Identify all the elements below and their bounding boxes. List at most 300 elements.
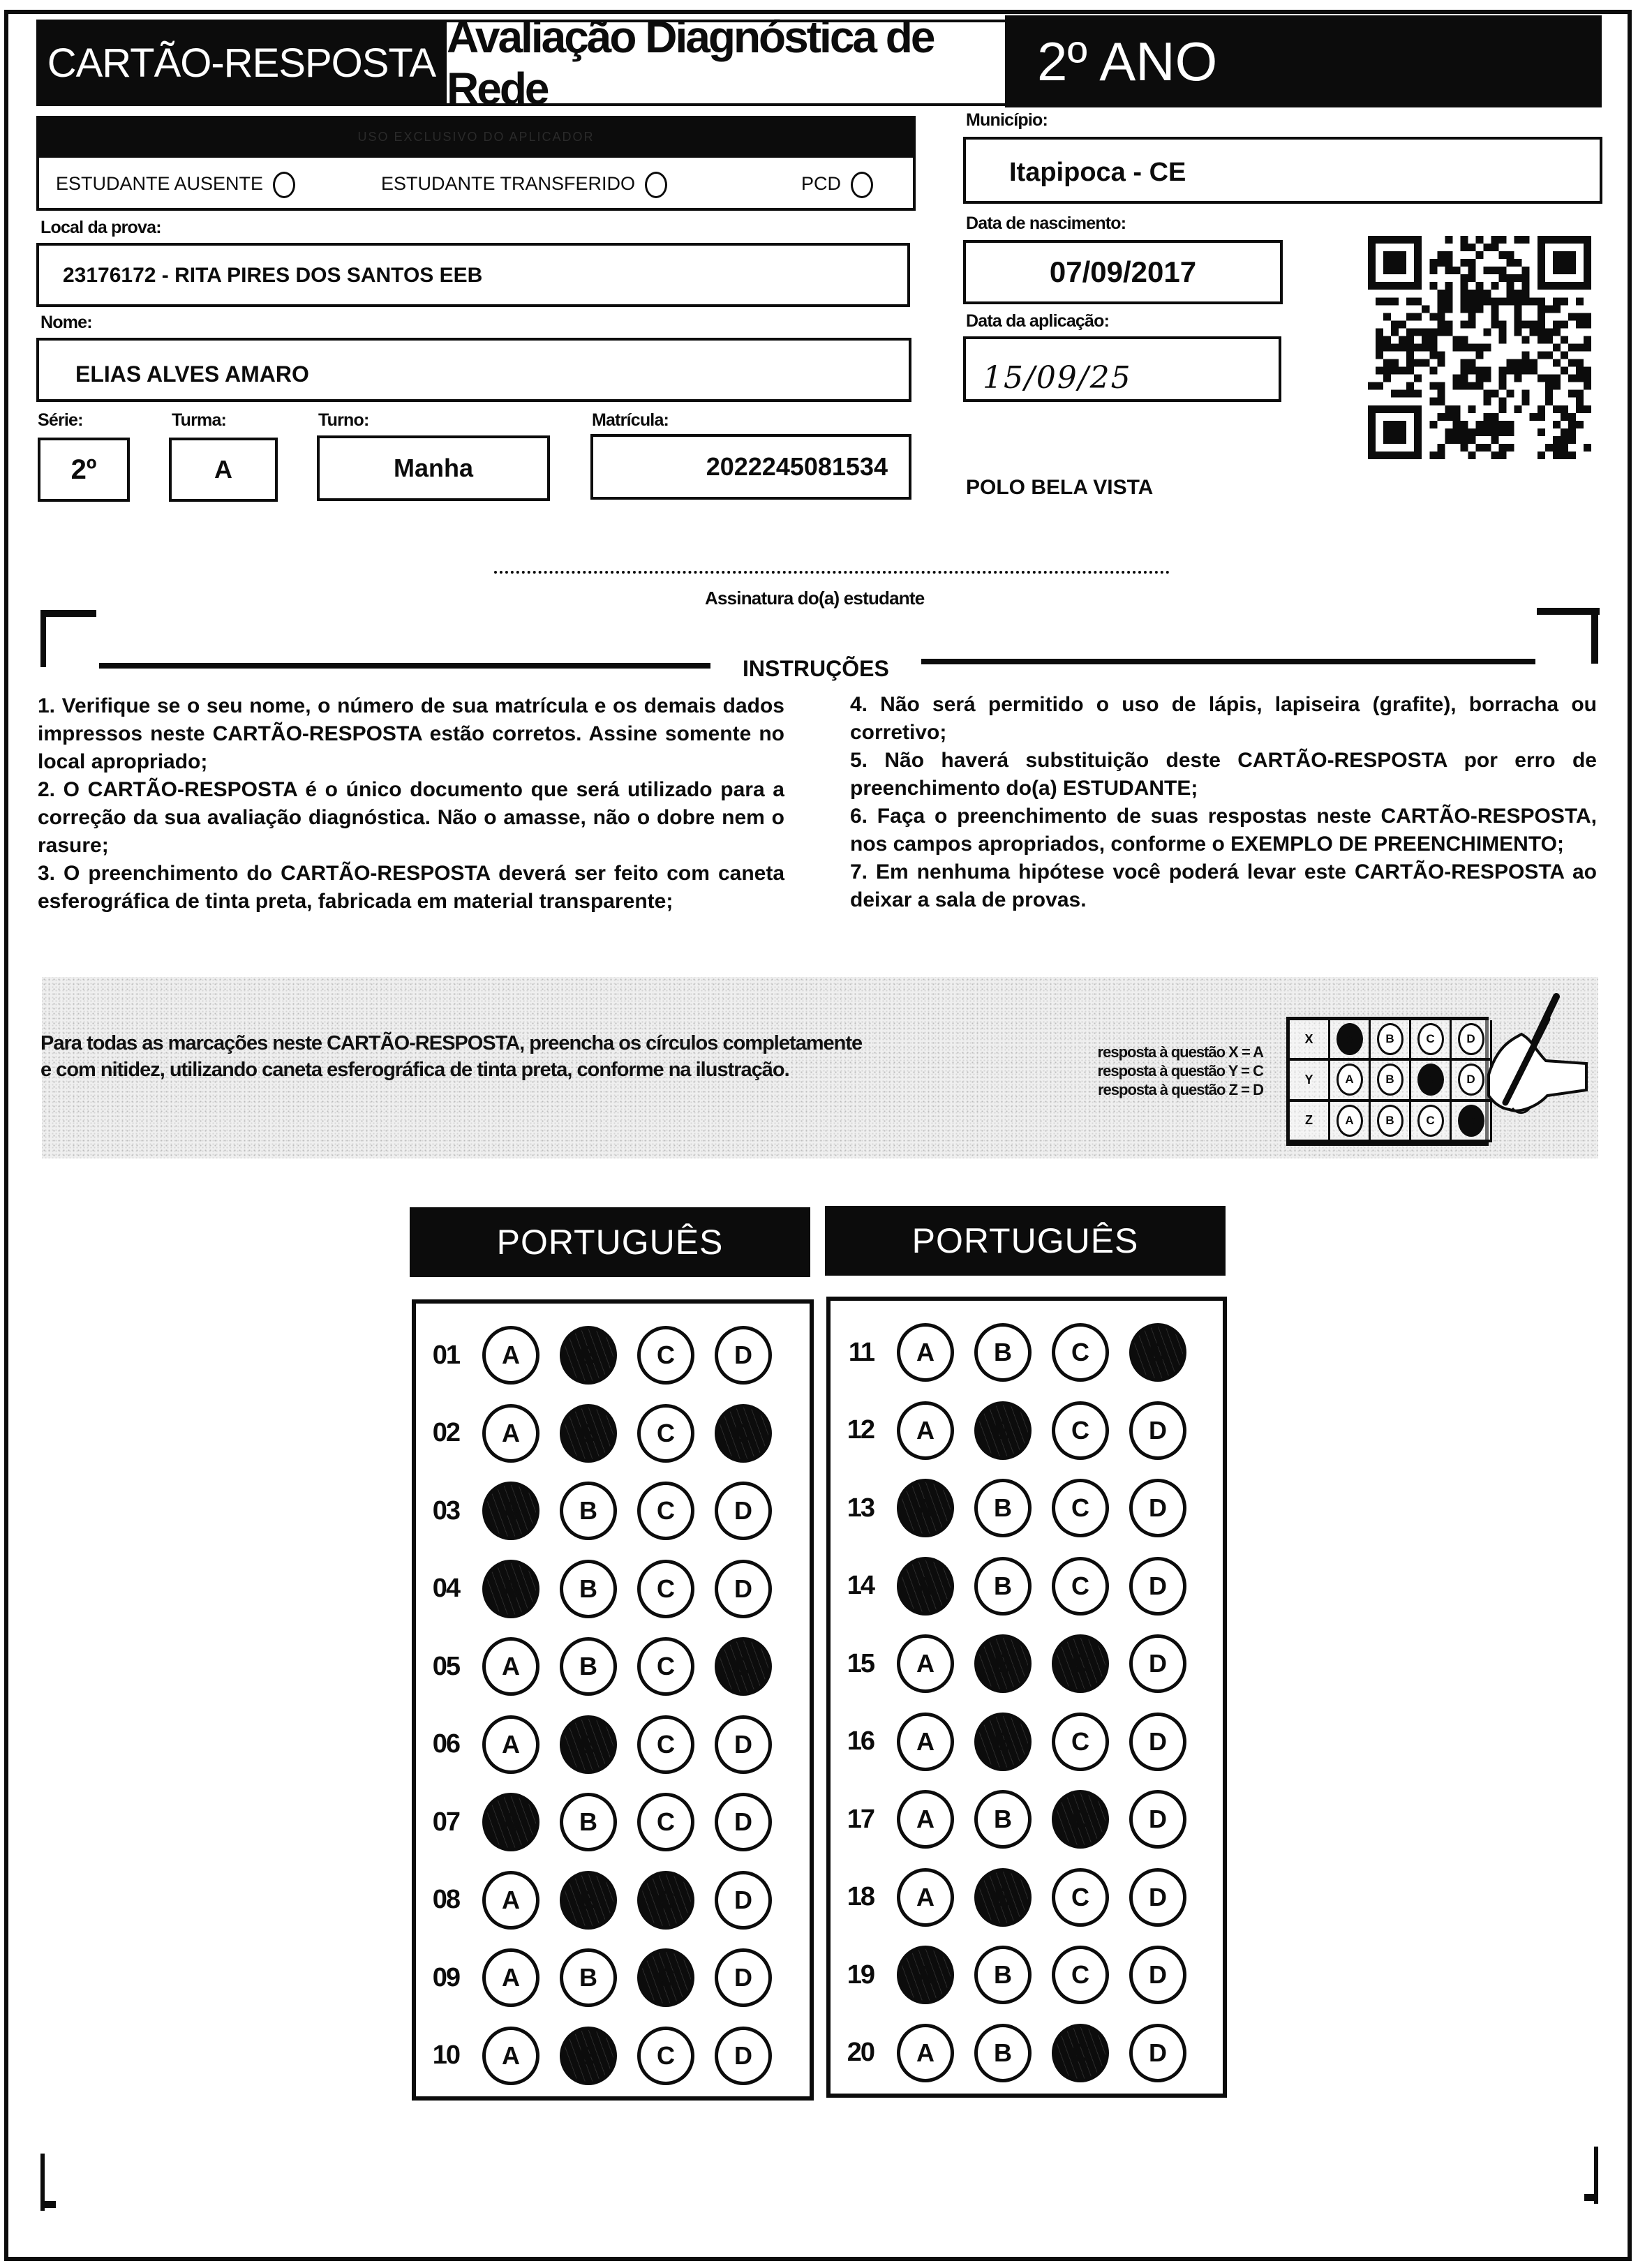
qr-module [1491, 413, 1499, 421]
answer-bubble-c[interactable]: C [637, 1482, 694, 1540]
qr-module [1484, 398, 1491, 405]
qr-module [1545, 390, 1553, 398]
qr-module [1584, 313, 1591, 320]
qr-module [1553, 328, 1561, 336]
qr-module [1514, 259, 1522, 267]
answer-bubble-a[interactable]: A [897, 1479, 954, 1537]
answer-bubble-c[interactable]: C [1052, 2024, 1109, 2082]
turno-value: Manha [393, 454, 473, 482]
answer-bubble-b[interactable]: B [560, 1871, 617, 1930]
qr-module [1475, 352, 1483, 359]
answer-bubble-b[interactable]: B [560, 2027, 617, 2085]
nome-label: Nome: [40, 313, 92, 332]
answer-bubble-b[interactable]: B [974, 1401, 1032, 1460]
qr-module [1553, 452, 1561, 459]
qr-module [1514, 359, 1522, 367]
qr-module [1507, 444, 1514, 452]
qr-module [1406, 313, 1414, 320]
example-bubble-b: B [1377, 1023, 1404, 1055]
answer-bubble-a[interactable]: A [482, 1560, 539, 1618]
qr-module [1484, 375, 1491, 382]
example-cell [1371, 1061, 1411, 1101]
question-row [831, 2024, 1186, 2082]
qr-module [1445, 305, 1452, 313]
qr-module [1399, 343, 1406, 351]
answer-bubble-d[interactable]: D [715, 1715, 772, 1774]
answer-bubble-d[interactable]: D [715, 1637, 772, 1696]
qr-module [1437, 390, 1445, 398]
qr-module [1452, 336, 1460, 343]
qr-module [1406, 390, 1414, 398]
serie-value: 2º [70, 454, 97, 485]
applicator-options [36, 156, 916, 211]
qr-module [1538, 305, 1545, 313]
qr-module [1538, 297, 1545, 305]
answer-bubble-d[interactable]: D [1129, 1323, 1186, 1382]
turma-label: Turma: [172, 410, 227, 430]
qr-module [1422, 328, 1429, 336]
qr-module [1460, 444, 1468, 452]
answer-bubble-a[interactable]: A [897, 1713, 954, 1771]
signature-line[interactable] [494, 571, 1170, 574]
qr-module [1499, 328, 1507, 336]
qr-module [1468, 367, 1475, 375]
answer-bubble-c[interactable]: C [1052, 1946, 1109, 2004]
question-number: 11 [848, 1337, 874, 1367]
answer-bubble-c[interactable]: C [1052, 1713, 1109, 1771]
qr-module [1514, 290, 1522, 297]
answer-bubble-d[interactable]: D [715, 1948, 772, 2007]
radio-ausente[interactable] [273, 172, 295, 198]
question-row [831, 1790, 1186, 1849]
qr-module [1545, 398, 1553, 405]
nascimento-field [963, 240, 1283, 304]
qr-module [1514, 367, 1522, 375]
qr-module [1491, 305, 1499, 313]
radio-pcd[interactable] [851, 172, 873, 198]
qr-module [1545, 336, 1553, 343]
question-number: 17 [847, 1804, 874, 1834]
qr-module [1514, 375, 1522, 382]
qr-module [1499, 267, 1507, 274]
qr-module [1376, 328, 1383, 336]
qr-module [1429, 352, 1437, 359]
answer-bubble-d[interactable]: D [715, 1482, 772, 1540]
qr-module [1437, 259, 1445, 267]
qr-module [1445, 267, 1452, 274]
answer-bubble-b[interactable]: B [560, 1404, 617, 1463]
question-row [416, 1793, 772, 1851]
answer-bubble-c[interactable]: C [1052, 1634, 1109, 1693]
qr-module [1391, 359, 1399, 367]
qr-module [1484, 390, 1491, 398]
answer-bubble-a[interactable]: A [897, 1323, 954, 1382]
qr-module [1499, 382, 1507, 390]
answer-bubble-c[interactable]: C [637, 1560, 694, 1618]
answer-bubble-c[interactable]: C [1052, 1479, 1109, 1537]
corner-mark-top-right [1537, 608, 1600, 615]
option-label: ESTUDANTE AUSENTE [56, 173, 264, 195]
qr-module [1584, 444, 1591, 452]
serie-label: Série: [38, 410, 83, 430]
instruction-item: 3. O preenchimento do CARTÃO-RESPOSTA deverá ser feito com caneta esferográfica de tinta preta, fabricada em material transparente; [38, 862, 784, 913]
answer-grid-1 [412, 1299, 814, 2101]
answer-bubble-c[interactable]: C [637, 1871, 694, 1930]
corner-mark-bottom-right [1584, 2194, 1598, 2201]
qr-module [1538, 320, 1545, 328]
answer-bubble-b[interactable]: B [560, 1637, 617, 1696]
qr-module [1437, 251, 1445, 259]
option-pcd[interactable] [801, 172, 873, 198]
answer-bubble-c[interactable]: C [1052, 1401, 1109, 1460]
example-bubble-a: A [1337, 1023, 1363, 1055]
question-row [416, 2027, 772, 2085]
qr-module [1538, 405, 1545, 413]
qr-module [1538, 328, 1545, 336]
qr-module [1468, 452, 1475, 459]
question-row [416, 1871, 772, 1930]
question-number: 13 [847, 1493, 874, 1523]
aplicacao-field [963, 336, 1281, 402]
qr-module [1391, 343, 1399, 351]
qr-module [1499, 444, 1507, 452]
qr-module [1376, 336, 1383, 343]
answer-bubble-c[interactable]: C [637, 1948, 694, 2007]
question-row [416, 1715, 772, 1774]
answer-bubble-a[interactable]: A [897, 1557, 954, 1616]
qr-module [1391, 297, 1399, 305]
answer-bubble-a[interactable]: A [482, 1715, 539, 1774]
qr-module [1576, 398, 1584, 405]
answer-bubble-d[interactable]: D [715, 2027, 772, 2085]
answer-bubble-c[interactable]: C [637, 1326, 694, 1385]
answer-bubble-d[interactable]: D [715, 1560, 772, 1618]
answer-bubble-d[interactable]: D [715, 1326, 772, 1385]
qr-module [1460, 359, 1468, 367]
qr-module [1538, 336, 1545, 343]
answer-bubble-c[interactable]: C [637, 1404, 694, 1463]
qr-module [1491, 236, 1499, 244]
qr-module [1522, 267, 1530, 274]
qr-module [1522, 359, 1530, 367]
option-label: PCD [801, 173, 842, 195]
fill-example-line: resposta à questão Z = D [1097, 1081, 1263, 1098]
matricula-field [590, 434, 911, 500]
qr-module [1491, 244, 1499, 251]
question-row [416, 1326, 772, 1385]
answer-bubble-a[interactable]: A [482, 1637, 539, 1696]
qr-module [1406, 367, 1414, 375]
answer-bubble-a[interactable]: A [897, 1946, 954, 2004]
qr-module [1584, 375, 1591, 382]
qr-module [1460, 336, 1468, 343]
qr-module [1576, 313, 1584, 320]
qr-module [1491, 282, 1499, 290]
answer-bubble-b[interactable]: B [974, 1790, 1032, 1849]
aplicacao-value[interactable]: 15/09/25 [983, 360, 1132, 396]
qr-module [1522, 282, 1530, 290]
qr-module [1522, 320, 1530, 328]
qr-module [1584, 343, 1591, 351]
qr-module [1452, 436, 1460, 444]
qr-module [1391, 367, 1399, 375]
option-estudante-transferido[interactable] [381, 172, 667, 198]
answer-bubble-d[interactable]: D [1129, 2024, 1186, 2082]
qr-module [1475, 444, 1483, 452]
qr-module [1522, 290, 1530, 297]
qr-module [1538, 313, 1545, 320]
qr-module [1507, 251, 1514, 259]
qr-module [1514, 328, 1522, 336]
qr-module [1414, 313, 1422, 320]
qr-module [1376, 297, 1383, 305]
subject-header-2: PORTUGUÊS [825, 1206, 1226, 1276]
qr-module [1522, 390, 1530, 398]
answer-bubble-b[interactable]: B [560, 1560, 617, 1618]
qr-module [1460, 290, 1468, 297]
answer-bubble-c[interactable]: C [1052, 1557, 1109, 1616]
instruction-item: 1. Verifique se o seu nome, o número de sua matrícula e os demais dados impressos neste CARTÃO-RESPOSTA estão corretos. Assine somente no local apropriado; [38, 694, 784, 773]
turma-field [169, 438, 278, 502]
qr-module [1561, 436, 1568, 444]
qr-module [1452, 267, 1460, 274]
qr-module [1460, 382, 1468, 390]
answer-bubble-a[interactable]: A [482, 1326, 539, 1385]
answer-bubble-d[interactable]: D [715, 1404, 772, 1463]
answer-bubble-b[interactable]: B [974, 1323, 1032, 1382]
answer-bubble-c[interactable]: C [1052, 1868, 1109, 1927]
local-label: Local da prova: [40, 218, 161, 237]
qr-module [1429, 343, 1437, 351]
qr-module [1406, 359, 1414, 367]
answer-bubble-d[interactable]: D [715, 1871, 772, 1930]
qr-module [1429, 367, 1437, 375]
qr-module [1437, 290, 1445, 297]
answer-bubble-b[interactable]: B [560, 1948, 617, 2007]
qr-module [1491, 390, 1499, 398]
example-cell [1411, 1061, 1452, 1101]
qr-module [1414, 297, 1422, 305]
example-bubble-c: C [1417, 1064, 1444, 1096]
instructions-left [38, 692, 784, 916]
qr-module [1406, 352, 1414, 359]
answer-bubble-a[interactable]: A [897, 1634, 954, 1693]
qr-module [1437, 320, 1445, 328]
qr-module [1507, 290, 1514, 297]
qr-module [1584, 405, 1591, 413]
answer-bubble-d[interactable]: D [1129, 1946, 1186, 2004]
qr-module [1576, 421, 1584, 428]
qr-module [1507, 390, 1514, 398]
question-row [831, 1479, 1186, 1537]
question-number: 16 [847, 1726, 874, 1756]
question-number: 08 [432, 1885, 459, 1914]
turno-field [317, 435, 550, 501]
answer-bubble-b[interactable]: B [974, 1713, 1032, 1771]
answer-bubble-d[interactable]: D [1129, 1790, 1186, 1849]
instructions-rule-left [99, 663, 710, 669]
qr-module [1460, 436, 1468, 444]
qr-module [1391, 390, 1399, 398]
qr-module [1452, 405, 1460, 413]
qr-module [1584, 336, 1591, 343]
qr-module [1445, 320, 1452, 328]
qr-module [1475, 282, 1483, 290]
qr-module [1475, 305, 1483, 313]
answer-bubble-a[interactable]: A [482, 1482, 539, 1540]
answer-bubble-a[interactable]: A [482, 1948, 539, 2007]
qr-module [1460, 274, 1468, 282]
qr-module [1475, 382, 1483, 390]
qr-module [1553, 375, 1561, 382]
option-estudante-ausente[interactable] [56, 172, 295, 198]
answer-bubble-a[interactable]: A [482, 2027, 539, 2085]
qr-module [1491, 267, 1499, 274]
qr-module [1484, 413, 1491, 421]
qr-module [1491, 452, 1499, 459]
answer-bubble-b[interactable]: B [974, 1634, 1032, 1693]
answer-bubble-a[interactable]: A [482, 1871, 539, 1930]
qr-module [1499, 297, 1507, 305]
qr-module [1499, 320, 1507, 328]
answer-bubble-b[interactable]: B [560, 1715, 617, 1774]
answer-bubble-c[interactable]: C [637, 1793, 694, 1851]
municipio-field [963, 137, 1602, 204]
answer-bubble-d[interactable]: D [1129, 1868, 1186, 1927]
answer-bubble-d[interactable]: D [1129, 1713, 1186, 1771]
qr-module [1437, 313, 1445, 320]
qr-module [1491, 421, 1499, 428]
qr-module [1460, 236, 1468, 244]
qr-module [1553, 297, 1561, 305]
qr-module [1491, 428, 1499, 436]
qr-module [1460, 375, 1468, 382]
qr-module [1568, 313, 1576, 320]
question-number: 01 [432, 1340, 459, 1370]
answer-bubble-a[interactable]: A [897, 1401, 954, 1460]
qr-module [1468, 428, 1475, 436]
qr-module [1468, 436, 1475, 444]
qr-module [1514, 236, 1522, 244]
qr-module [1414, 328, 1422, 336]
answer-bubble-c[interactable]: C [1052, 1790, 1109, 1849]
qr-module [1383, 297, 1391, 305]
qr-module [1499, 274, 1507, 282]
answer-bubble-c[interactable]: C [1052, 1323, 1109, 1382]
qr-module [1429, 398, 1437, 405]
qr-module [1475, 375, 1483, 382]
answer-bubble-a[interactable]: A [897, 1868, 954, 1927]
qr-module [1475, 236, 1483, 244]
qr-module [1491, 297, 1499, 305]
answer-bubble-c[interactable]: C [637, 1715, 694, 1774]
qr-module [1383, 343, 1391, 351]
example-bubble-d: D [1458, 1023, 1484, 1055]
question-number: 05 [432, 1651, 459, 1681]
nascimento-value: 07/09/2017 [1049, 255, 1197, 288]
answer-bubble-d[interactable]: D [1129, 1557, 1186, 1616]
fill-example-line: resposta à questão X = A [1097, 1043, 1263, 1061]
qr-module [1538, 352, 1545, 359]
instruction-item: 2. O CARTÃO-RESPOSTA é o único documento que será utilizado para a correção da sua avaliação diagnóstica. Não o amasse, não o dobre nem o rasure; [38, 778, 784, 857]
answer-bubble-d[interactable]: D [1129, 1401, 1186, 1460]
answer-bubble-a[interactable]: A [897, 1790, 954, 1849]
qr-module [1437, 352, 1445, 359]
answer-bubble-b[interactable]: B [974, 1868, 1032, 1927]
question-number: 06 [432, 1729, 459, 1759]
answer-bubble-c[interactable]: C [637, 1637, 694, 1696]
answer-bubble-b[interactable]: B [974, 2024, 1032, 2082]
qr-module [1499, 452, 1507, 459]
instruction-item: 6. Faça o preenchimento de suas respostas neste CARTÃO-RESPOSTA, nos campos apropriados, conforme o EXEMPLO DE PREENCHIMENTO; [850, 805, 1597, 856]
answer-bubble-d[interactable]: D [715, 1793, 772, 1851]
answer-bubble-b[interactable]: B [974, 1946, 1032, 2004]
example-cell [1371, 1020, 1411, 1061]
instruction-item: 5. Não haverá substituição deste CARTÃO-RESPOSTA por erro de preenchimento do(a) ESTUDANTE; [850, 749, 1597, 800]
qr-module [1491, 313, 1499, 320]
qr-module [1460, 421, 1468, 428]
question-row [831, 1713, 1186, 1771]
qr-module [1468, 305, 1475, 313]
qr-module [1460, 297, 1468, 305]
qr-module [1376, 367, 1383, 375]
answer-bubble-a[interactable]: A [482, 1793, 539, 1851]
answer-bubble-b[interactable]: B [560, 1793, 617, 1851]
instructions-right [850, 691, 1597, 914]
qr-module [1437, 444, 1445, 452]
answer-bubble-b[interactable]: B [560, 1482, 617, 1540]
qr-module [1576, 320, 1584, 328]
qr-module [1437, 297, 1445, 305]
turma-value: A [214, 455, 232, 484]
qr-module [1452, 413, 1460, 421]
question-number: 09 [432, 1962, 459, 1992]
answer-bubble-a[interactable]: A [897, 2024, 954, 2082]
applicator-section-title: USO EXCLUSIVO DO APLICADOR [36, 116, 916, 158]
answer-bubble-a[interactable]: A [482, 1404, 539, 1463]
question-row [416, 1948, 772, 2007]
qr-module [1383, 313, 1391, 320]
answer-bubble-b[interactable]: B [560, 1326, 617, 1385]
qr-module [1576, 359, 1584, 367]
qr-module [1561, 444, 1568, 452]
assessment-title: Avaliação Diagnóstica de Rede [447, 20, 1005, 106]
qr-module [1422, 336, 1429, 343]
qr-module [1522, 336, 1530, 343]
radio-transferido[interactable] [645, 172, 667, 198]
answer-bubble-d[interactable]: D [1129, 1634, 1186, 1693]
question-number: 04 [432, 1574, 459, 1603]
qr-module [1460, 259, 1468, 267]
answer-grid-2 [826, 1297, 1227, 2098]
grade-label: 2º ANO [1005, 15, 1602, 107]
qr-module [1499, 367, 1507, 375]
qr-module [1460, 244, 1468, 251]
local-field [36, 243, 910, 307]
fill-example-text: Para todas as marcações neste CARTÃO-RESPOSTA, preencha os círculos completamente e com nitidez, utilizando caneta esferográfica de tinta preta, conforme na ilustração. [40, 1032, 863, 1081]
qr-module [1530, 297, 1538, 305]
qr-module [1553, 320, 1561, 328]
qr-module [1514, 274, 1522, 282]
example-cell [1411, 1020, 1452, 1061]
answer-bubble-b[interactable]: B [974, 1557, 1032, 1616]
answer-bubble-b[interactable]: B [974, 1479, 1032, 1537]
answer-bubble-d[interactable]: D [1129, 1479, 1186, 1537]
qr-module [1399, 367, 1406, 375]
example-bubble-b: B [1377, 1064, 1404, 1096]
qr-module [1414, 375, 1422, 382]
answer-bubble-c[interactable]: C [637, 2027, 694, 2085]
